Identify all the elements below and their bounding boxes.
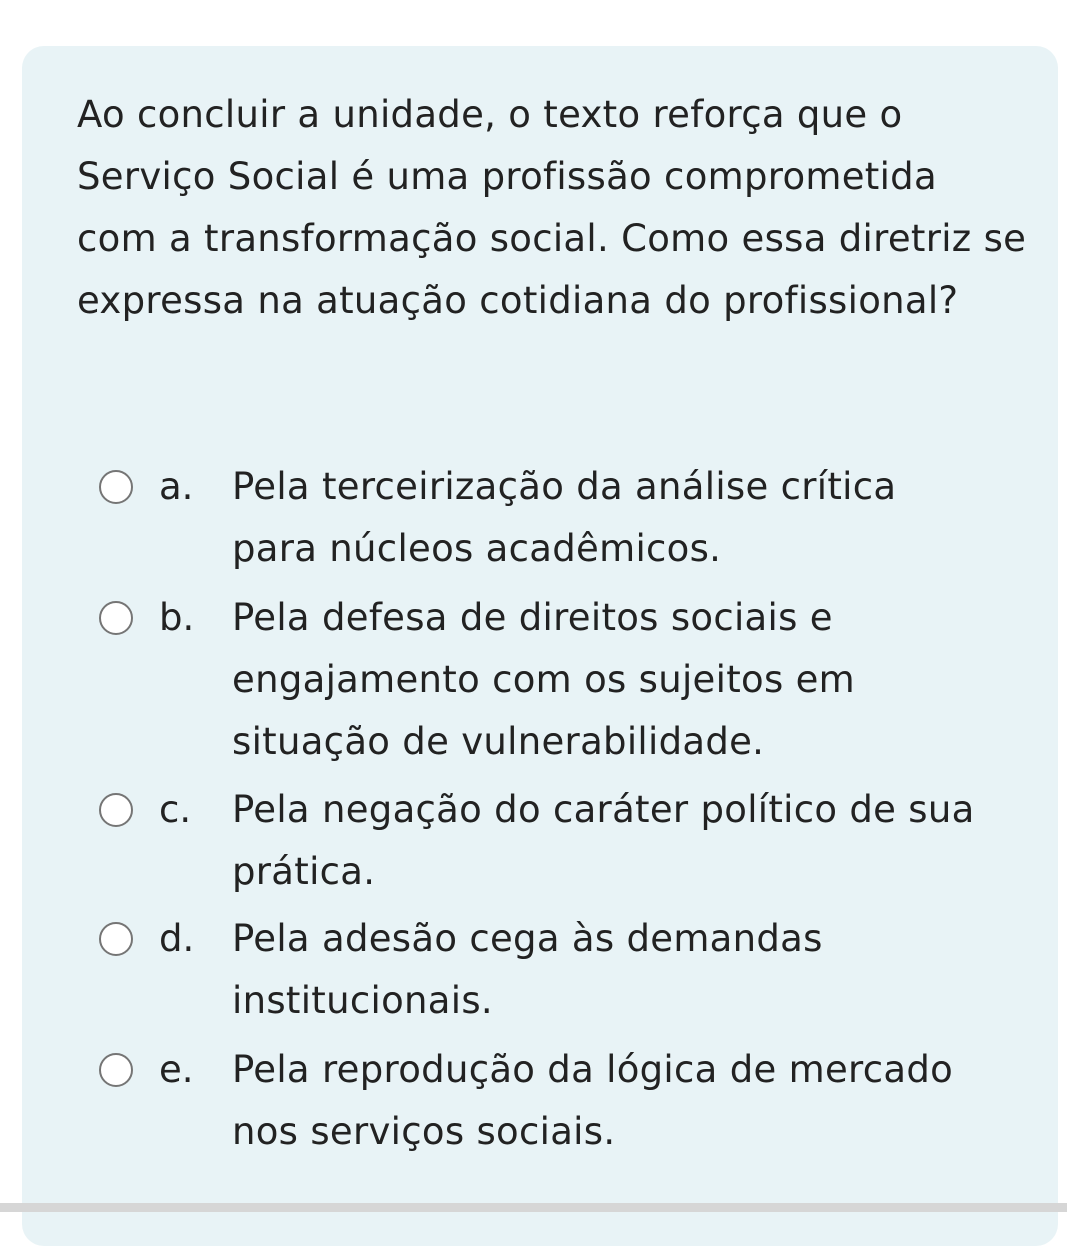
radio-button-icon[interactable] bbox=[99, 793, 133, 827]
option-letter: e. bbox=[159, 1048, 194, 1091]
question-card bbox=[22, 46, 1058, 1246]
option-letter: c. bbox=[159, 788, 192, 831]
option-text: Pela terceirização da análise crítica para núcleos acadêmicos. bbox=[232, 465, 897, 570]
option-text: Pela reprodução da lógica de mercado nos serviços sociais. bbox=[232, 1048, 954, 1153]
radio-button-icon[interactable] bbox=[99, 601, 133, 635]
bottom-edge bbox=[0, 1203, 1067, 1212]
option-letter: a. bbox=[159, 465, 194, 508]
option-letter: b. bbox=[159, 596, 195, 639]
radio-button-icon[interactable] bbox=[99, 1053, 133, 1087]
question-text: Ao concluir a unidade, o texto reforça que o Serviço Social é uma profissão comprometida com a transformação social. Como essa diretriz se expressa na atuação cotidiana do profissional? bbox=[77, 93, 1027, 322]
radio-button-icon[interactable] bbox=[99, 922, 133, 956]
option-text: Pela adesão cega às demandas institucionais. bbox=[232, 917, 823, 1022]
radio-button-icon[interactable] bbox=[99, 470, 133, 504]
option-text: Pela defesa de direitos sociais e engajamento com os sujeitos em situação de vulnerabilidade. bbox=[232, 596, 855, 763]
option-text: Pela negação do caráter político de sua prática. bbox=[232, 788, 975, 893]
option-letter: d. bbox=[159, 917, 195, 960]
